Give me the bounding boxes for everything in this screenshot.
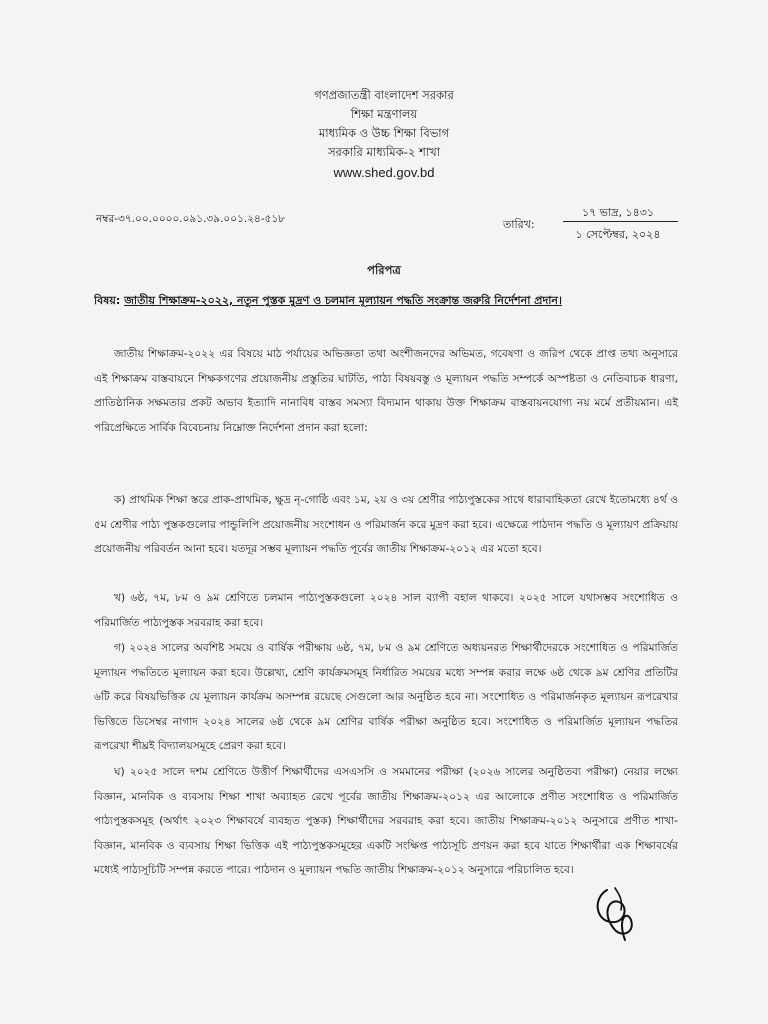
item-gha: [94, 760, 678, 883]
item-gha-text: ঘ) ২০২৫ সালে দশম শ্রেণিতে উত্তীর্ণ শিক্ষার্থীদের এসএসসি ও সমমানের পরীক্ষা (২০২৬ সালের অনুষ্ঠিতব্য পরীক্ষা) নেয়ার লক্ষ্যে বিজ্ঞান, মানবিক ও ব্যবসায় শিক্ষা শাখা অব্যাহত রেখে পূর্বের জাতীয় শিক্ষাক্রম-২০১২ এর আলোকে প্রণীত সংশোধিত ও পরিমার্জিত পাঠ্যপুস্তকসমূহ (অর্থাৎ ২০২৩ শিক্ষাবর্ষে ব্যবহৃত পুস্তক) শিক্ষার্থীদের সরবরাহ করা হবে। জাতীয় শিক্ষাক্রম-২০১২ অনুসারে প্রণীত শাখা-বিজ্ঞান, মানবিক ও ব্যবসায় শিক্ষা ভিত্তিক এই পাঠ্যপুস্তকসমূহের একটি সংক্ষিপ্ত পাঠ্যসূচি প্রণয়ন করা হবে যাতে শিক্ষার্থীরা এক শিক্ষাবর্ষের মধ্যেই পাঠ্যসূচিটি সম্পন্ন করতে পারে। পাঠদান ও মূল্যায়ন পদ্ধতি জাতীয় শিক্ষাক্রম-২০১২ অনুসারে পরিচালিত হবে।: [94, 766, 678, 876]
memo-number: নম্বর-৩৭.০০.০০০০.০৯১.৩৯.০০১.২৪-৫১৮: [96, 213, 286, 225]
date-english: ১ সেপ্টেম্বর, ২০২৪: [575, 228, 661, 241]
website: www.shed.gov.bd: [333, 165, 435, 180]
branch-name: সরকারি মাধ্যমিক-২ শাখা: [327, 145, 441, 159]
date-block: [503, 204, 683, 248]
item-ka-text: ক) প্রাথমিক শিক্ষা স্তরে প্রাক-প্রাথমিক, ক্ষুদ্র নৃ-গোষ্ঠি এবং ১ম, ২য় ও ৩য় শ্রেণীর পাঠ্যপুস্তকের সাথে ধারাবাহিকতা রেখে ইতোমধ্যে ৪র্থ ও ৫ম শ্রেণীর পাঠ্য পুস্তকগুলোর পান্ডুলিপি প্রয়োজনীয় সংশোধন ও পরিমার্জন করে মুদ্রণ করা হবে। এক্ষেত্রে পাঠদান পদ্ধতি ও মূল্যায়ণ প্রক্রিয়ায় প্রয়োজনীয় পরিবর্তন আনা হবে। যতদূর সম্ভব মূল্যায়ন পদ্ধতি পূর্বের জাতীয় শিক্ষাক্রম-২০১২ এর মতো হবে।: [94, 494, 678, 555]
item-kha-text: খ) ৬ষ্ঠ, ৭ম, ৮ম ও ৯ম শ্রেণিতে চলমান পাঠ্যপুস্তকগুলো ২০২৪ সাল ব্যাপী বহাল থাকবে। ২০২৫ সালে যথাসম্ভব সংশোধিত ও পরিমার্জিত পাঠ্যপুস্তক সরবরাহ করা হবে।: [94, 592, 678, 629]
date-divider: [563, 221, 678, 222]
item-ga-text: গ) ২০২৪ সালের অবশিষ্ট সময়ে ও বার্ষিক পরীক্ষায় ৬ষ্ঠ, ৭ম, ৮ম ও ৯ম শ্রেণিতে অধ্যয়নরত শিক্ষার্থীদেরকে সংশোধিত ও পরিমার্জিত মূল্যায়ন পদ্ধতিতে মূল্যায়ন করা হবে। উল্লেখ্য, শ্রেণি কার্যক্রমসমূহ নির্ধারিত সময়ের মধ্যে সম্পন্ন করার লক্ষে ৬ষ্ঠ থেকে ৯ম শ্রেণির প্রতিটির ৬টি করে বিষয়ভিত্তিক যে মূল্যায়ন কার্যক্রম অসম্পন্ন রয়েছে সেগুলো আর অনুষ্ঠিত হবে না। সংশোধিত ও পরিমার্জনকৃত মূল্যায়ন রূপরেখার ভিত্তিতে ডিসেম্বর নাগাদ ২০২৪ সালের ৬ষ্ঠ থেকে ৯ম শ্রেণির বার্ষিক পরীক্ষা অনুষ্ঠিত হবে। সংশোধিত ও পরিমার্জিত মূল্যায়ন পদ্ধতির রূপরেখা শীঘ্রই বিদ্যালয়সমূহে প্রেরণ করা হবে।: [94, 642, 678, 752]
circular-title: পরিপত্র: [367, 263, 401, 277]
date-bangla: ১৭ ভাদ্র, ১৪৩১: [581, 206, 655, 219]
subject-line: [94, 292, 694, 311]
item-ga: [94, 636, 678, 759]
division-name: মাধ্যমিক ও উচ্চ শিক্ষা বিভাগ: [318, 126, 450, 140]
subject-label: বিষয়:: [94, 294, 121, 307]
government-name: গণপ্রজাতন্ত্রী বাংলাদেশ সরকার: [314, 88, 454, 102]
ministry-name: শিক্ষা মন্ত্রণালয়: [350, 107, 418, 121]
letterhead: [0, 86, 768, 184]
subject-text: জাতীয় শিক্ষাক্রম-২০২২, নতুন পুস্তক মুদ্রণ ও চলমান মূল্যায়ন পদ্ধতি সংক্রান্ত জরুরি নির্দেশনা প্রদান।: [124, 294, 562, 307]
intro-paragraph: [94, 342, 678, 440]
item-ka: [94, 488, 678, 562]
item-kha: [94, 586, 678, 635]
intro-text: জাতীয় শিক্ষাক্রম-২০২২ এর বিষয়ে মাঠ পর্যায়ের অভিজ্ঞতা তথা অংশীজনদের অভিমত, গবেষণা ও জরিপ থেকে প্রাপ্ত তথ্য অনুসারে এই শিক্ষাক্রম বাস্তবায়নে শিক্ষকগণের প্রয়োজনীয় প্রস্তুতির ঘাটতি, পাঠ্য বিষয়বস্তু ও মূল্যায়ন পদ্ধতি সম্পর্কে অস্পষ্টতা ও নেতিবাচক ধারণা, প্রাতিষ্ঠানিক সক্ষমতার প্রকট অভাব ইত্যাদি নানাবিধ বাস্তব সমস্যা বিদ্যমান থাকায় উক্ত শিক্ষাক্রম বাস্তবায়নযোগ্য নয় মর্মে প্রতীয়মান। এই পরিপ্রেক্ষিতে সার্বিক বিবেচনায় নিম্নোক্ত নির্দেশনা প্রদান করা হলো:: [94, 348, 678, 434]
date-label: তারিখ:: [503, 218, 535, 231]
signature: [585, 880, 655, 945]
